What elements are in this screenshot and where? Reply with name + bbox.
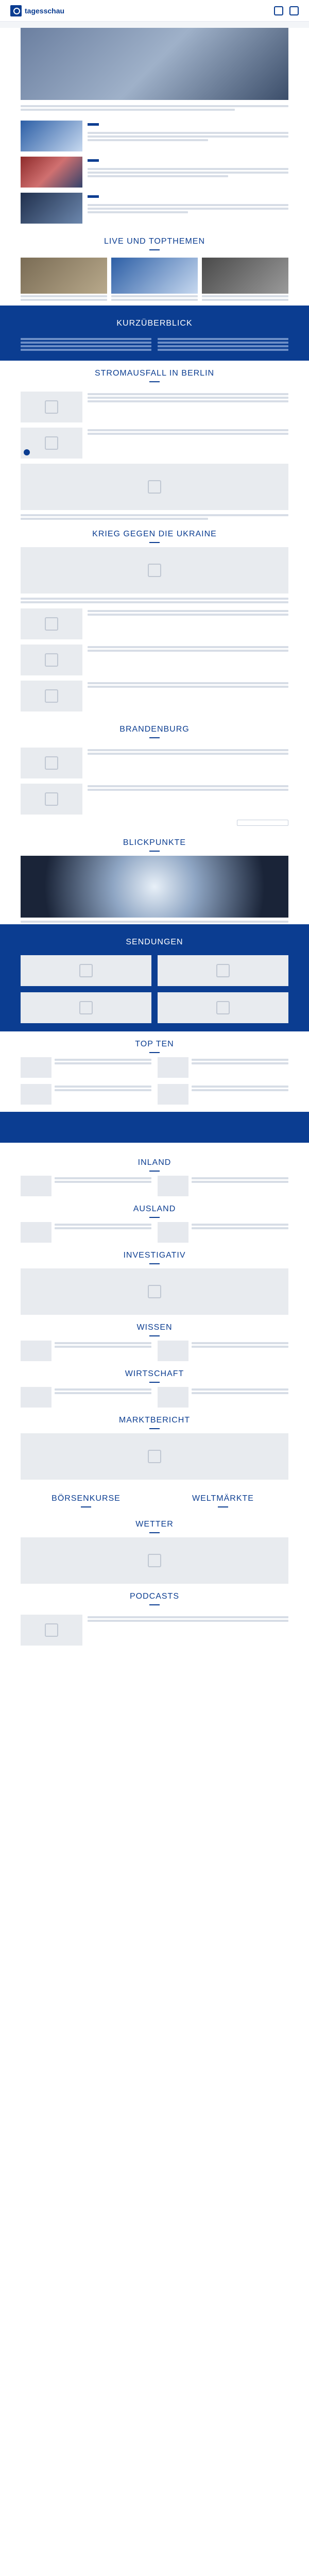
logo-icon: [10, 5, 22, 16]
article-thumb[interactable]: [21, 121, 82, 151]
hero-caption: [21, 100, 288, 115]
blickpunkt-image[interactable]: [21, 856, 288, 918]
hero-image[interactable]: [21, 28, 288, 100]
section-title-kurz: KURZÜBERBLICK: [21, 311, 288, 336]
section-title-inland: INLAND: [21, 1150, 288, 1176]
section-title-wissen: WISSEN: [21, 1315, 288, 1341]
section-title-investigativ: INVESTIGATIV: [21, 1243, 288, 1268]
article-row[interactable]: [21, 121, 288, 151]
video-placeholder[interactable]: [21, 464, 288, 510]
top-header: [0, 0, 309, 22]
section-title-markt: MARKTBERICHT: [21, 1408, 288, 1433]
section-title-topten: TOP TEN: [21, 1031, 288, 1057]
article-thumb[interactable]: [21, 157, 82, 188]
menu-icon[interactable]: [289, 6, 299, 15]
section-title-brandenburg: BRANDENBURG: [21, 717, 288, 742]
live-card-image[interactable]: [202, 258, 288, 294]
video-placeholder[interactable]: [21, 547, 288, 594]
section-title-wirtschaft: WIRTSCHAFT: [21, 1361, 288, 1387]
kurzueberblick-band: [0, 306, 309, 361]
section-title-krieg: KRIEG GEGEN DIE UKRAINE: [21, 521, 288, 547]
logo-text: tagesschau: [25, 6, 65, 15]
section-title-wetter: WETTER: [21, 1512, 288, 1537]
section-title-live: LIVE UND TOPTHEMEN: [21, 229, 288, 255]
live-topics: [21, 255, 288, 306]
play-icon[interactable]: [24, 449, 30, 455]
section-title-podcasts: PODCASTS: [21, 1584, 288, 1609]
article-thumb[interactable]: [21, 193, 82, 224]
live-card-image[interactable]: [21, 258, 107, 294]
section-title-blickpunkte: BLICKPUNKTE: [21, 830, 288, 856]
live-card-image[interactable]: [111, 258, 198, 294]
nav-strip: [0, 22, 309, 28]
section-title-boerse: BÖRSENKURSE: [21, 1486, 151, 1512]
section-title-strom: STROMAUSFALL IN BERLIN: [21, 361, 288, 386]
article-row[interactable]: [21, 193, 288, 224]
newsletter-band[interactable]: [0, 1112, 309, 1143]
header-icons: [274, 6, 299, 15]
section-title-weltmaerkte: WELTMÄRKTE: [158, 1486, 288, 1512]
search-icon[interactable]: [274, 6, 283, 15]
section-title-ausland: AUSLAND: [21, 1196, 288, 1222]
section-title-sendungen: SENDUNGEN: [21, 929, 288, 955]
more-button[interactable]: [237, 820, 288, 826]
article-row[interactable]: [21, 157, 288, 188]
sendungen-band: [0, 924, 309, 1031]
logo[interactable]: [10, 5, 64, 16]
